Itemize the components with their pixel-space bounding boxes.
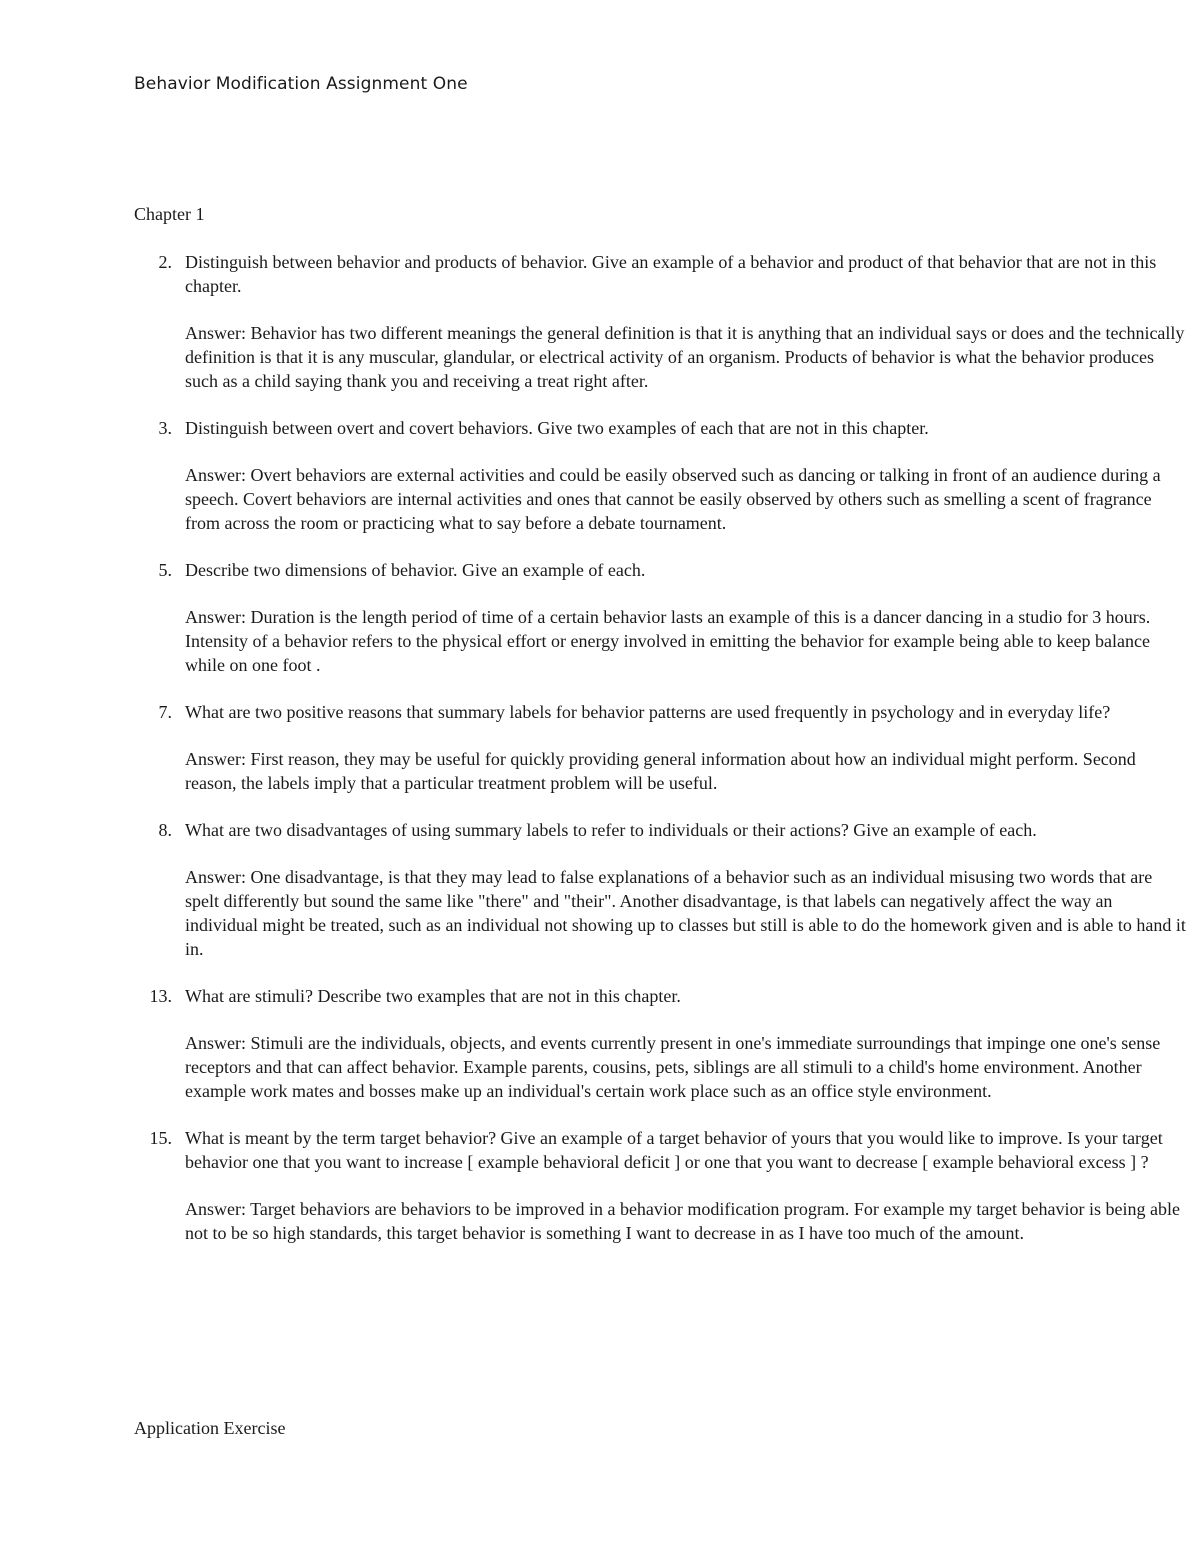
question-number: 7. <box>158 702 172 722</box>
question-item <box>0 558 1200 677</box>
question-item <box>0 250 1200 393</box>
question-number: 2. <box>158 252 172 272</box>
application-exercise-heading: Application Exercise <box>134 1418 286 1438</box>
answer-text: Answer: Duration is the length period of time of a certain behavior lasts an example of this is a dancer dancing in a studio for 3 hours. Intensity of a behavior refers to the physical effort or energy involved in emitting the behavior for example being able to keep balance while on one foot . <box>185 607 1151 675</box>
question-item <box>0 416 1200 535</box>
question-item <box>0 984 1200 1103</box>
question-item <box>0 700 1200 795</box>
question-item <box>0 1126 1200 1245</box>
answer-text: Answer: Target behaviors are behaviors to be improved in a behavior modification program. For example my target behavior is being able not to be so high standards, this target behavior is something I want to decrease in as I have too much of the amount. <box>185 1199 1180 1243</box>
question-number: 15. <box>149 1128 172 1148</box>
question-text: Distinguish between overt and covert behaviors. Give two examples of each that are not in this chapter. <box>185 418 929 438</box>
question-text: What are two disadvantages of using summary labels to refer to individuals or their actions? Give an example of each. <box>185 820 1037 840</box>
answer-text: Answer: One disadvantage, is that they may lead to false explanations of a behavior such as an individual misusing two words that are spelt differently but sound the same like "there" and "their". Another disadvantage, is that labels can negatively affect the way an individual might be treated, such as an individual not showing up to classes but still is able to do the homework given and is able to hand it in. <box>185 867 1186 959</box>
answer-text: Answer: Behavior has two different meanings the general definition is that it is anything that an individual says or does and the technically definition is that it is any muscular, glandular, or electrical activity of an organism. Products of behavior is what the behavior produces such as a child saying thank you and receiving a treat right after. <box>185 323 1185 391</box>
document-title: Behavior Modification Assignment One <box>134 74 468 94</box>
question-text: What are stimuli? Describe two examples that are not in this chapter. <box>185 986 681 1006</box>
question-number: 3. <box>158 418 172 438</box>
chapter-heading: Chapter 1 <box>134 204 205 224</box>
question-item <box>0 818 1200 961</box>
question-number: 8. <box>158 820 172 840</box>
answer-text: Answer: Stimuli are the individuals, objects, and events currently present in one's immediate surroundings that impinge one one's sense receptors and that can affect behavior. Example parents, cousins, pets, siblings are all stimuli to a child's home environment. Another example work mates and bosses make up an individual's certain work place such as an office style environment. <box>185 1033 1161 1101</box>
question-text: Describe two dimensions of behavior. Give an example of each. <box>185 560 646 580</box>
question-number: 13. <box>149 986 172 1006</box>
answer-text: Answer: First reason, they may be useful for quickly providing general information about how an individual might perform. Second reason, the labels imply that a particular treatment problem will be useful. <box>185 749 1136 793</box>
question-text: What is meant by the term target behavior? Give an example of a target behavior of yours that you would like to improve. Is your target behavior one that you want to increase [ example behavioral deficit ] or one that you want to decrease [ example behavioral excess ] ? <box>185 1128 1163 1172</box>
answer-text: Answer: Overt behaviors are external activities and could be easily observed such as dancing or talking in front of an audience during a speech. Covert behaviors are internal activities and ones that cannot be easily observed by others such as smelling a scent of fragrance from across the room or practicing what to say before a debate tournament. <box>185 465 1161 533</box>
question-number: 5. <box>158 560 172 580</box>
question-text: What are two positive reasons that summary labels for behavior patterns are used frequently in psychology and in everyday life? <box>185 702 1111 722</box>
question-list <box>0 250 1200 1245</box>
question-text: Distinguish between behavior and products of behavior. Give an example of a behavior and product of that behavior that are not in this chapter. <box>185 252 1157 296</box>
